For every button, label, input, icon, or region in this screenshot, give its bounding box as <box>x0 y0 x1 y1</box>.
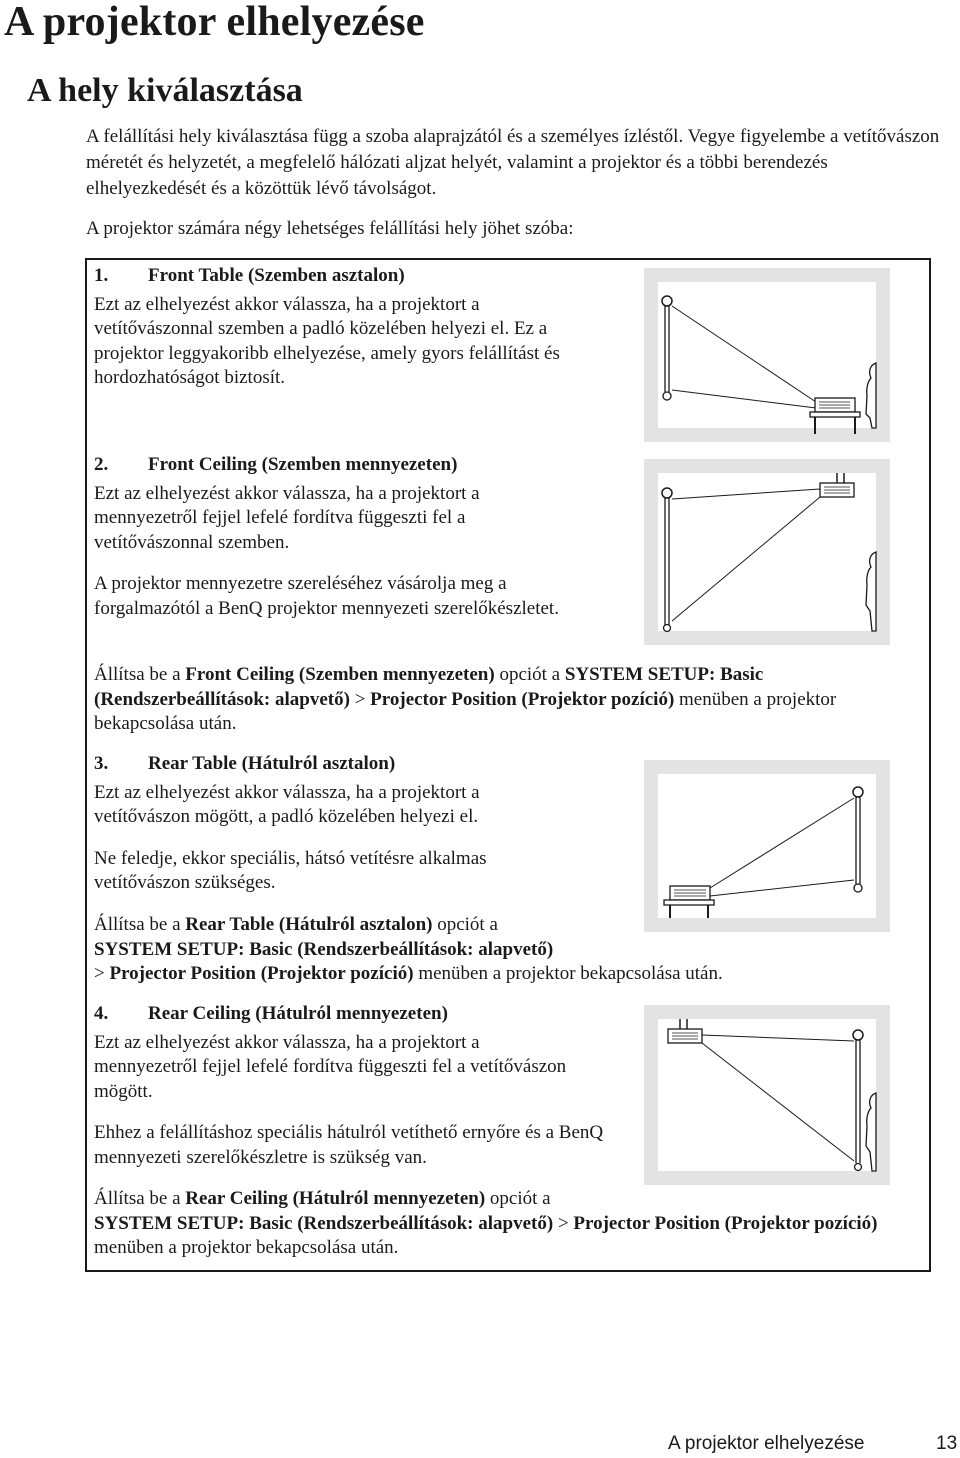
menu-label: SYSTEM SETUP: Basic (Rendszerbeállítások: alapvető) <box>94 1212 554 1234</box>
page-title: A projektor elhelyezése <box>4 0 425 45</box>
option-instruction: Állítsa be a Front Ceiling (Szemben mennyezeten) opciót a SYSTEM SETUP: Basic (Rendszerbeállítások: alapvető) > Projector Position (Projektor pozíció) menüben a projektor bekapcsolása után. <box>94 664 837 734</box>
front-ceiling-diagram-icon <box>644 459 890 645</box>
position-label: Projector Position (Projektor pozíció) <box>370 688 675 710</box>
option-description: Ezt az elhelyezést akkor válassza, ha a projektort a mennyezetről fejjel lefelé fordítva függeszti fel a vetítővászon mögött. <box>94 1031 567 1102</box>
rear-ceiling-diagram-icon <box>644 1005 890 1185</box>
rear-table-diagram-icon <box>644 760 890 932</box>
menu-label: SYSTEM SETUP: Basic (Rendszerbeállítások: alapvető) <box>94 938 554 960</box>
footer-section-name: A projektor elhelyezése <box>668 1433 865 1454</box>
option-front-ceiling <box>94 453 634 621</box>
position-label: Projector Position (Projektor pozíció) <box>573 1212 878 1234</box>
option-front-table <box>94 264 584 391</box>
option-label: Rear Ceiling (Hátulról mennyezeten) <box>185 1188 486 1209</box>
option-heading: 1. Front Table (Szemben asztalon) <box>94 265 405 286</box>
menu-label: SYSTEM SETUP: Basic (Rendszerbeállítások: alapvető) <box>94 664 764 710</box>
option-instruction: Állítsa be a Rear Table (Hátulról asztalon) opciót a SYSTEM SETUP: Basic (Rendszerbeállítások: alapvető) > Projector Position (Projektor pozíció) menüben a projektor bekapcsolása után. <box>94 914 723 984</box>
option-description: Ezt az elhelyezést akkor válassza, ha a projektort a vetítővászonnal szemben a padló közelében helyezi el. Ez a projektor leggyakoribb elhelyezése, amely gyors felállítást és hordozhatóságot biztosít. <box>94 293 560 388</box>
option-rear-ceiling <box>94 1002 604 1170</box>
option-instruction: Állítsa be a Rear Ceiling (Hátulról mennyezeten) opciót a SYSTEM SETUP: Basic (Rendszerbeállítások: alapvető) > Projector Position (Projektor pozíció) menüben a projektor bekapcsolása után. <box>94 1188 878 1258</box>
option-heading: 4. Rear Ceiling (Hátulról mennyezeten) <box>94 1003 448 1024</box>
footer-page-number: 13 <box>936 1433 958 1454</box>
option-heading: 2. Front Ceiling (Szemben mennyezeten) <box>94 454 458 475</box>
option-description: Ezt az elhelyezést akkor válassza, ha a projektort a mennyezetről fejjel lefelé fordítva függeszti fel a vetítővászonnal szemben. <box>94 482 480 553</box>
position-label: Projector Position (Projektor pozíció) <box>109 963 414 984</box>
option-rear-table <box>94 752 594 896</box>
option-label: Front Ceiling (Szemben mennyezeten) <box>185 664 495 685</box>
front-table-diagram-icon <box>644 268 890 442</box>
intro-lead: A projektor számára négy lehetséges felállítási hely jöhet szóba: <box>86 218 574 239</box>
intro-paragraph: A felállítási hely kiválasztása függ a szoba alaprajzától és a személyes ízléstől. Vegye figyelembe a vetítővászon méretét és helyzetét, a megfelelő hálózati aljzat helyét, valamint a projektor és a többi berendezés elhelyezkedését és a közöttük lévő távolságot. <box>86 126 940 199</box>
option-label: Rear Table (Hátulról asztalon) <box>185 914 433 935</box>
option-note: A projektor mennyezetre szereléséhez vásárolja meg a forgalmazótól a BenQ projektor mennyezeti szerelőkészletet. <box>94 573 559 619</box>
option-note: Ehhez a felállításhoz speciális hátulról vetíthető ernyőre és a BenQ mennyezeti szerelőkészletre is szükség van. <box>94 1122 604 1168</box>
option-note: Ne feledje, ekkor speciális, hátsó vetítésre alkalmas vetítővászon szükséges. <box>94 847 487 893</box>
option-heading: 3. Rear Table (Hátulról asztalon) <box>94 753 396 774</box>
option-description: Ezt az elhelyezést akkor válassza, ha a projektort a vetítővászon mögött, a padló közelében helyezi el. <box>94 781 480 827</box>
section-title: A hely kiválasztása <box>27 72 303 109</box>
